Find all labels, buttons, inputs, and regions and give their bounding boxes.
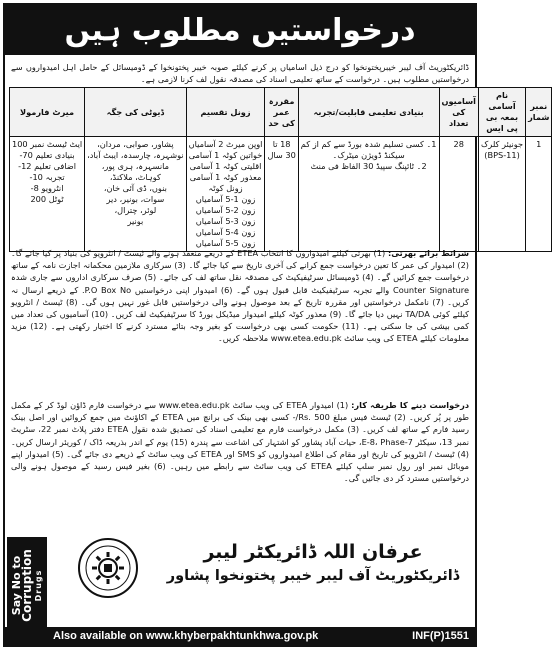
- zone-line: زونل کوٹہ: [208, 183, 243, 193]
- footer-website: Also available on www.khyberpakhtunkhwa.gov.pk: [53, 630, 319, 642]
- header-merit: میرٹ فارمولا: [10, 88, 85, 137]
- footer-reference: INF(P)1551: [412, 630, 469, 642]
- merit-line: ایٹ ٹیسٹ نمبر 100: [12, 139, 83, 149]
- duty-line: نوشہرہ، چارسدہ، ایبٹ آباد،: [87, 150, 184, 160]
- zone-line: زون 5-5 آسامیاں: [195, 238, 256, 248]
- labour-department-logo-icon: [77, 537, 139, 599]
- duty-line: سوات، بونیر، دیر: [106, 194, 165, 204]
- cell-qualification: [298, 137, 439, 252]
- cell-duty: [85, 137, 186, 252]
- post-bps: (BPS-11): [484, 150, 520, 160]
- vacancy-table: [9, 87, 552, 252]
- header-qualification: بنیادی تعلیمی قابلیت/تجربہ: [298, 88, 439, 137]
- application-method-section: [11, 399, 469, 533]
- merit-line: انٹرویو 8-: [30, 183, 64, 193]
- header-post: نام آسامی بمعہ بی پی ایس: [478, 88, 525, 137]
- anti-corruption-badge: [7, 537, 47, 633]
- duty-line: کوہاٹ، ملاکنڈ،: [109, 172, 161, 182]
- badge-line-1: Say No to: [9, 555, 23, 615]
- merit-line: بنیادی تعلیم 70-: [19, 150, 75, 160]
- duty-line: پشاور، صوابی، مردان،: [97, 139, 174, 149]
- zone-line: خواتین کوٹہ 1 آسامی: [188, 150, 263, 160]
- qualification-line: سیکنڈ ڈویژن میٹرک۔: [332, 150, 405, 160]
- method-text: (1) امیدوار ETEA کی ویب سائٹ www.etea.edu.pk سے درخواست فارم ڈاؤن لوڈ کر کے مکمل طور پر پُر کریں۔ (2) ٹیسٹ فیس مبلغ Rs. 500/- کسی بھی بینک کی برانچ میں ETEA کے اکاؤنٹ میں جمع کروائیں اور اصل بینک رسید فارم کے ساتھ لف کریں۔ (3) مکمل درخواست فارم مع تعلیمی اسناد کی تصدیق شدہ نقول ETEA دفتر پلاٹ نمبر 22، سٹریٹ نمبر 13، سیکٹر E-8، Phase-7، حیات آباد پشاور کو اشتہار کی اشاعت سے پندرہ (15) یوم کے اندر بذریعہ ڈاک / کوریئر ارسال کریں۔ (4) ٹیسٹ / انٹرویو کی تاریخ اور مقام کی اطلاع امیدواروں کو SMS اور ETEA کی ویب سائٹ کے ذریعے دی جائے گی۔ (5) امیدوار اپنے موبائل نمبر اور رول نمبر سلپ کیلئے ETEA کی ویب سائٹ سے رابطے میں رہیں۔ (6) بغیر فیس رسید کے موصول ہونے والی درخواستیں مسترد کر دی جائیں گی۔: [11, 400, 470, 484]
- zone-line: زون 4-5 آسامیاں: [195, 227, 256, 237]
- table-row: [10, 137, 552, 252]
- duty-line: لوئر، چترال،: [114, 205, 157, 215]
- merit-line: تجربہ 10-: [29, 172, 65, 182]
- page-title: درخواستیں مطلوب ہیں: [64, 12, 416, 48]
- zone-line: زون 1-5 آسامیاں: [195, 194, 256, 204]
- advertisement-page: [3, 3, 550, 647]
- signatory-office: ڈائریکٹوریٹ آف لیبر خیبر پختونخوا پشاور: [166, 568, 460, 584]
- footer-bar: [5, 627, 475, 645]
- duty-line: بونیر: [127, 216, 144, 226]
- zone-line: اوپن میرٹ 2 آسامیاں: [188, 139, 263, 149]
- cell-merit: [10, 137, 85, 252]
- zone-line: اقلیتی کوٹہ 1 آسامی: [189, 161, 262, 171]
- table-header-row: [10, 88, 552, 137]
- header-count: آسامیوں کی تعداد: [439, 88, 478, 137]
- zone-line: معذور کوٹہ 1 آسامی: [189, 172, 262, 182]
- signature-block: [155, 539, 471, 601]
- page-title-banner: [5, 5, 475, 55]
- cell-post: [478, 137, 525, 252]
- age-line: 30 سال: [267, 150, 296, 160]
- badge-line-3: Drugs: [33, 569, 43, 601]
- cell-serial: 1: [526, 137, 552, 252]
- conditions-text: (1) بھرتی کیلئے امیدواروں کا انتخاب ETEA کے ذریعے منعقد ہونے والے ٹیسٹ / انٹرویو کی بنیاد پر کیا جائے گا۔ (2) امیدوار کی عمر کا تعین درخواست جمع کرانے کی آخری تاریخ سے کیا جائے گا۔ (3) سرکاری ملازمین محکمانہ اجازت نامہ کے ساتھ درخواست جمع کرائیں گے۔ (4) ڈومیسائل سرٹیفیکیٹ کی مصدقہ نقل ساتھ لف کی جائے۔ (5) صرف سرکاری اداروں سے جاری شدہ Counter Signature والے تجربہ سرٹیفیکیٹ قابل قبول ہوں گے۔ (6) امیدوار اپنی درخواستیں P.O Box No. کے ذریعے ارسال نہ کریں۔ (7) نامکمل درخواستیں اور مقررہ تاریخ کے بعد موصول ہونے والی درخواستیں قابل غور نہیں ہوں گی۔ (8) ٹیسٹ / انٹرویو کیلئے کوئی TA/DA نہیں دیا جائے گا۔ (9) معذور کوٹہ کیلئے امیدوار میڈیکل بورڈ کا سرٹیفیکیٹ لف کریں۔ (10) آسامیوں کی تعداد میں کمی بیشی کی جا سکتی ہے۔ (11) حکومت کسی بھی درخواست کو بغیر وجہ بتائے مسترد کرنے کا اختیار رکھتی ہے۔ (12) مزید معلومات کیلئے ETEA کی ویب سائٹ www.etea.edu.pk ملاحظہ کریں۔: [11, 248, 469, 344]
- intro-paragraph: ڈائریکٹوریٹ آف لیبر خیبرپختونخوا کو درج ذیل اسامیاں پر کرنے کیلئے صوبہ خیبر پختونخوا کے ڈومیسائل کے حامل اہل امیدواروں سے درخواستیں مطلوب ہیں۔ درخواست کے ساتھ تعلیمی اسناد کی مصدقہ نقول لف کرنا لازمی ہے۔: [11, 62, 469, 84]
- duty-line: بنوں، ڈی آئی خان،: [103, 183, 167, 193]
- method-heading: درخواست دینے کا طریقہ کار:: [351, 400, 470, 410]
- conditions-section: [11, 247, 469, 397]
- duty-line: مانسہرہ، ہری پور،: [101, 161, 169, 171]
- zone-line: زون 2-5 آسامیاں: [195, 205, 256, 215]
- signatory-name: عرفان اللہ ڈائریکٹر لیبر: [203, 541, 423, 563]
- merit-line: اضافی تعلیم 12-: [18, 161, 77, 171]
- header-duty: ڈیوٹی کی جگہ: [85, 88, 186, 137]
- merit-line: ٹوٹل 200: [30, 194, 64, 204]
- cell-zones: [186, 137, 265, 252]
- cell-age: [265, 137, 298, 252]
- cell-count: 28: [439, 137, 478, 252]
- age-line: 18 تا: [272, 139, 291, 149]
- badge-line-2: Corruption: [19, 548, 34, 622]
- header-age: مقررہ عمر کی حد: [265, 88, 298, 137]
- qualification-line: 1۔ کسی تسلیم شدہ بورڈ سے کم از کم: [300, 139, 437, 149]
- header-zones: زونل تقسیم: [186, 88, 265, 137]
- qualification-line: 2۔ ٹائپنگ سپیڈ 30 الفاظ فی منٹ: [310, 161, 427, 171]
- zone-line: زون 3-5 آسامیاں: [195, 216, 256, 226]
- conditions-heading: شرائط برائے بھرتی:: [388, 248, 470, 258]
- header-serial: نمبر شمار: [526, 88, 552, 137]
- post-name: جونیئر کلرک: [480, 139, 524, 149]
